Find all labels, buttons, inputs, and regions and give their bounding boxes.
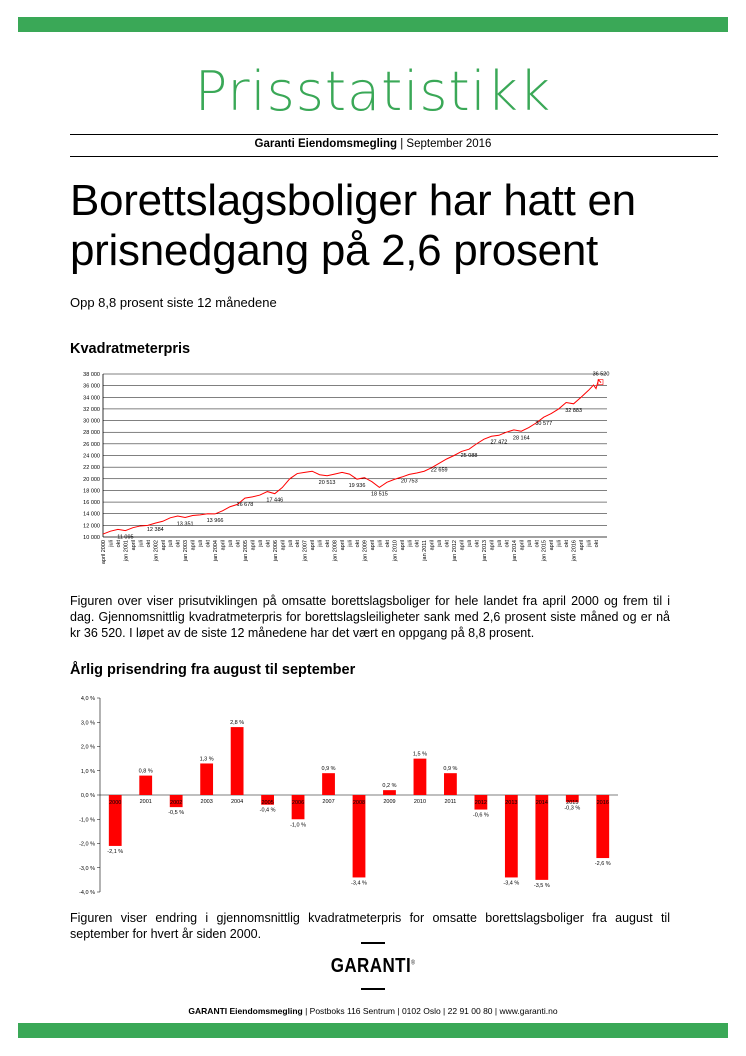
data-label: 19 936 (348, 483, 366, 490)
x-tick-label: april (280, 540, 287, 551)
bar-value-label: -2,6 % (594, 861, 611, 868)
subtitle-company: Garanti Eiendomsmegling (254, 138, 398, 150)
bar-value-label: -0,5 % (168, 810, 185, 817)
x-tick-label: jan 2012 (452, 540, 459, 562)
x-tick-label: juli (198, 540, 205, 547)
x-tick-label: okt (474, 540, 481, 548)
category-label: 2001 (139, 799, 152, 805)
y-tick-label: 14 000 (83, 511, 100, 518)
subtitle-date: September 2016 (406, 138, 492, 150)
data-label: 18 515 (370, 491, 388, 498)
x-tick-label: april (160, 540, 167, 551)
y-tick-label: 12 000 (83, 523, 100, 530)
data-label: 32 883 (565, 407, 583, 414)
category-label: 2003 (200, 799, 213, 805)
y-tick-label: -2,0 % (79, 841, 95, 848)
x-tick-label: jan 2005 (242, 540, 249, 562)
y-tick-label: 32 000 (83, 406, 100, 413)
x-tick-label: jan 2013 (481, 540, 488, 562)
category-label: 2002 (170, 800, 183, 806)
y-tick-label: 10 000 (83, 535, 100, 541)
category-label: 2004 (230, 799, 244, 805)
x-tick-label: april (519, 540, 526, 551)
bar-value-label: -1,0 % (290, 822, 307, 829)
category-label: 2013 (505, 800, 518, 806)
bar-value-label: 1,5 % (412, 751, 427, 758)
category-label: 2009 (383, 799, 396, 805)
y-tick-label: 28 000 (83, 430, 100, 437)
x-tick-label: april 2000 (101, 540, 107, 565)
bar (139, 776, 152, 795)
x-tick-label: okt (564, 540, 571, 548)
y-tick-label: 4,0 % (80, 696, 95, 702)
logo-registered-mark: ® (411, 960, 416, 967)
x-tick-label: jan 2008 (332, 540, 339, 562)
divider-top (70, 134, 718, 135)
line-chart-price-per-sqm (70, 362, 610, 572)
x-tick-label: juli (138, 540, 145, 547)
price-series-line (103, 380, 601, 534)
category-label: 2014 (535, 800, 548, 806)
x-tick-label: juli (168, 540, 175, 547)
y-tick-label: 18 000 (83, 488, 100, 495)
x-tick-label: okt (354, 540, 361, 548)
x-tick-label: jan 2014 (511, 540, 518, 562)
x-tick-label: jan 2009 (362, 540, 369, 562)
y-tick-label: 34 000 (83, 395, 100, 402)
logo-line-bottom (361, 988, 385, 990)
data-label: 17 446 (266, 497, 284, 504)
bar-value-label: 2,8 % (230, 720, 245, 727)
x-tick-label: april (369, 540, 376, 551)
x-tick-label: okt (504, 540, 511, 548)
bar-value-label: -3,4 % (503, 880, 520, 887)
x-tick-label: april (220, 540, 227, 551)
bar (505, 795, 518, 877)
footer-company: GARANTI Eiendomsmegling (188, 1006, 303, 1016)
subtitle-separator: | (397, 138, 407, 150)
top-green-bar (18, 17, 728, 32)
x-tick-label: okt (384, 540, 391, 548)
y-tick-label: 24 000 (83, 453, 100, 460)
bar (414, 759, 427, 795)
x-tick-label: jan 2003 (183, 540, 190, 562)
bar-value-label: 1,3 % (199, 756, 214, 763)
category-label: 2006 (291, 800, 305, 806)
x-tick-label: juli (467, 540, 474, 547)
y-tick-label: -1,0 % (79, 817, 95, 824)
x-tick-label: april (549, 540, 556, 551)
x-tick-label: jan 2001 (123, 540, 130, 562)
x-tick-label: juli (437, 540, 444, 547)
garanti-logo (56, 955, 690, 978)
x-tick-label: april (340, 540, 347, 551)
x-tick-label: april (489, 540, 496, 551)
category-label: 2015 (566, 800, 579, 806)
bar (231, 727, 244, 795)
section-title-annual-change: Årlig prisendring fra august til september (70, 662, 356, 678)
subtitle-line (0, 138, 746, 150)
bar-value-label: -3,5 % (533, 882, 550, 889)
bar (292, 795, 305, 819)
data-label: 13 351 (176, 521, 194, 528)
bar-value-label: -2,1 % (107, 848, 124, 855)
y-tick-label: 16 000 (83, 500, 100, 507)
data-label: 12 384 (146, 527, 164, 534)
data-label: 25 088 (460, 453, 478, 460)
bar-chart-annual-change (70, 690, 630, 900)
y-tick-label: 2,0 % (80, 744, 95, 751)
category-label: 2011 (444, 799, 457, 805)
bar (383, 790, 396, 795)
x-tick-label: juli (377, 540, 384, 547)
footer-contact (0, 1006, 746, 1016)
x-tick-label: juli (227, 540, 234, 547)
x-tick-label: jan 2002 (153, 540, 160, 562)
y-tick-label: -3,0 % (79, 865, 95, 872)
y-tick-label: 1,0 % (80, 768, 95, 775)
paragraph-line-chart: Figuren over viser prisutviklingen på omsatte borettslagsboliger for hele landet fra april 2000 og frem til i dag. Gjennomsnittlig kvadratmeterpris for borettslagsleiligheter sank med 2,6 prosent siste måned og er nå kr 36 520. I løpet av de siste 12 månedene har det vært en oppgang på 8,8 prosent. (70, 594, 670, 640)
x-tick-label: okt (414, 540, 421, 548)
data-label: 11 095 (117, 534, 134, 541)
y-tick-label: -4,0 % (79, 890, 95, 896)
y-tick-label: 30 000 (83, 418, 100, 425)
x-tick-label: okt (295, 540, 302, 548)
data-label: 20 513 (318, 479, 336, 486)
y-tick-label: 20 000 (83, 476, 100, 483)
category-label: 2012 (474, 800, 488, 806)
y-tick-label: 0,0 % (80, 793, 95, 799)
x-tick-label: okt (235, 540, 242, 548)
data-label: 28 164 (512, 435, 530, 442)
bar-value-label: 0,8 % (138, 768, 153, 775)
bar-value-label: -0,6 % (472, 812, 489, 819)
x-tick-label: jan 2016 (571, 540, 578, 562)
x-tick-label: juli (496, 540, 503, 547)
x-tick-label: okt (175, 540, 182, 548)
x-tick-label: april (429, 540, 436, 551)
bar (444, 773, 457, 795)
bar-value-label: -0,4 % (259, 807, 276, 814)
y-tick-label: 38 000 (83, 372, 100, 378)
x-tick-label: juli (347, 540, 354, 547)
category-label: 2000 (109, 800, 122, 806)
x-tick-label: april (459, 540, 466, 551)
x-tick-label: juli (108, 540, 115, 547)
y-tick-label: 22 000 (83, 465, 100, 472)
bar (353, 795, 366, 877)
x-tick-label: april (130, 540, 137, 551)
x-tick-label: okt (145, 540, 152, 548)
bar (535, 795, 548, 880)
bar-value-label: 0,9 % (443, 766, 458, 773)
x-tick-label: april (399, 540, 406, 551)
bar (200, 763, 213, 795)
x-tick-label: juli (407, 540, 414, 547)
x-tick-label: okt (115, 540, 122, 548)
footer-details: | Postboks 116 Sentrum | 0102 Oslo | 22 91 00 80 | www.garanti.no (302, 1006, 558, 1016)
category-label: 2007 (322, 799, 335, 805)
y-tick-label: 3,0 % (80, 720, 95, 727)
y-tick-label: 36 000 (83, 383, 100, 390)
category-label: 2008 (352, 800, 366, 806)
bottom-green-bar (18, 1023, 728, 1038)
category-label: 2010 (413, 799, 427, 805)
x-tick-label: jan 2004 (213, 540, 220, 562)
y-tick-label: 26 000 (83, 441, 100, 448)
masthead-title: Prisstatistikk (194, 60, 552, 123)
x-tick-label: okt (594, 540, 601, 548)
data-label: 20 753 (400, 478, 418, 485)
x-tick-label: jan 2006 (272, 540, 279, 562)
x-tick-label: jan 2007 (302, 540, 309, 562)
x-tick-label: jan 2011 (422, 540, 429, 561)
bar-value-label: 0,9 % (321, 766, 336, 773)
bar-value-label: -3,4 % (351, 880, 367, 887)
bar-value-label: 0,2 % (382, 783, 397, 790)
category-label: 2005 (261, 800, 274, 806)
x-tick-label: jan 2015 (541, 540, 548, 562)
x-tick-label: april (310, 540, 317, 551)
logo-text: GARANTI (330, 955, 412, 977)
x-tick-label: okt (534, 540, 541, 548)
data-label: 22 659 (430, 467, 448, 474)
data-label: 16 678 (236, 502, 254, 509)
x-tick-label: april (190, 540, 197, 551)
bar (322, 773, 335, 795)
x-tick-label: okt (444, 540, 451, 548)
paragraph-bar-chart: Figuren viser endring i gjennomsnittlig kvadratmeterpris for omsatte borettslagsboliger fra august til september for hvert år siden 2000. (70, 911, 670, 941)
headline: Borettslagsboliger har hatt en prisnedgang på 2,6 prosent (70, 176, 636, 275)
x-tick-label: juli (317, 540, 324, 547)
x-tick-label: okt (325, 540, 332, 548)
x-tick-label: okt (265, 540, 272, 548)
divider-bottom (70, 156, 718, 157)
x-tick-label: okt (205, 540, 212, 548)
x-tick-label: juli (556, 540, 563, 547)
section-title-price-per-sqm: Kvadratmeterpris (70, 341, 191, 357)
lead-text: Opp 8,8 prosent siste 12 månedene (70, 295, 277, 310)
x-tick-label: jan 2010 (392, 540, 399, 562)
x-tick-label: juli (287, 540, 294, 547)
x-tick-label: april (250, 540, 257, 551)
x-tick-label: april (579, 540, 586, 551)
data-label: 30 577 (535, 421, 553, 428)
x-tick-label: juli (257, 540, 264, 547)
data-label: 13 966 (206, 517, 224, 524)
category-label: 2016 (596, 800, 609, 806)
logo-line-top (361, 942, 385, 944)
data-label: 27 472 (490, 439, 508, 446)
x-tick-label: juli (586, 540, 593, 547)
data-label: 36 520 (592, 371, 610, 378)
x-tick-label: juli (526, 540, 533, 547)
bar-value-label: -0,3 % (564, 805, 581, 812)
